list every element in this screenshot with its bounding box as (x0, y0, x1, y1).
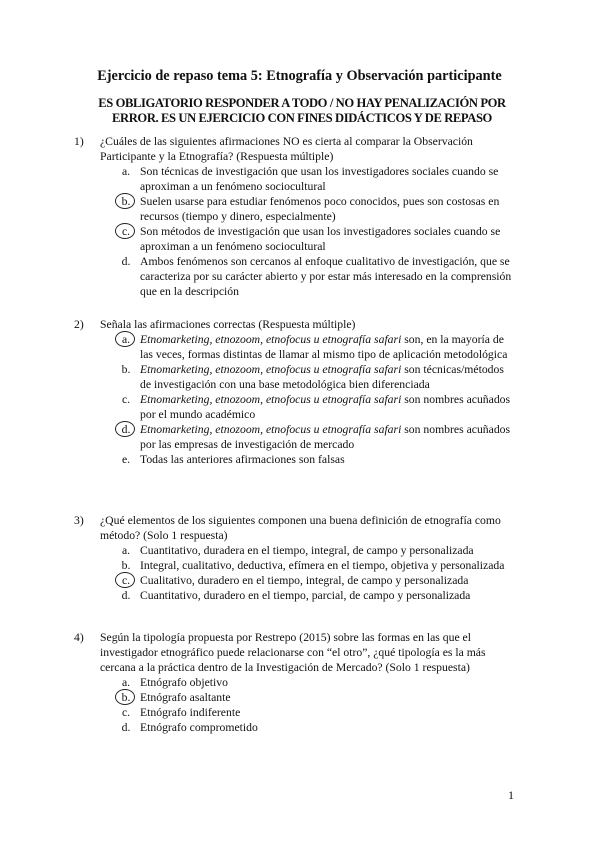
option-c (100, 224, 512, 254)
option-italic-terms: Etnomarketing, etnozoom, etnofocus u etnografía safari (140, 363, 402, 376)
option-d (100, 422, 512, 452)
option-text: Son técnicas de investigación que usan los investigadores sociales cuando se aproximan a un fenómeno sociocultural (140, 165, 499, 193)
option-text (140, 422, 512, 452)
page-number: 1 (508, 788, 514, 802)
option-text-rest: son, en la mayoría de las veces, formas distintas de llamar al mismo tipo de aplicación metodológica (140, 333, 508, 361)
option-text-rest: son técnicas/métodos de investigación con una base metodológica bien diferenciada (140, 363, 504, 391)
option-italic-terms: Etnomarketing, etnozoom, etnofocus u etnografía safari (140, 393, 402, 406)
option-letter: a. (121, 676, 131, 689)
option-text-rest: son nombres acuñados por las empresas de investigación de mercado (140, 423, 511, 451)
option-d (100, 254, 512, 299)
question-number: 1) (74, 135, 84, 148)
question-number: 2) (74, 318, 84, 331)
option-text-rest: son nombres acuñados por el mundo académico (140, 393, 511, 421)
option-text: Cuantitativo, duradera en el tiempo, integral, de campo y personalizada (140, 544, 474, 557)
option-b (100, 558, 512, 573)
page-title: Ejercicio de repaso tema 5: Etnografía y Observación participante (97, 68, 502, 84)
question-text: Señala las afirmaciones correctas (Respuesta múltiple) (100, 318, 356, 331)
option-text: Son métodos de investigación que usan los investigadores sociales cuando se aproximan a un fenómeno sociocultural (140, 225, 501, 253)
option-letter: d. (121, 255, 131, 268)
option-a (100, 164, 512, 194)
option-letter-circled: b. (114, 690, 138, 705)
option-b (100, 194, 512, 224)
option-a (100, 332, 512, 362)
option-letter: e. (121, 453, 131, 466)
option-c (100, 392, 512, 422)
option-italic-terms: Etnomarketing, etnozoom, etnofocus u etnografía safari (140, 423, 402, 436)
question-3 (74, 513, 512, 603)
option-letter: a. (121, 165, 131, 178)
option-text: Etnógrafo objetivo (140, 676, 228, 689)
instructions-line-1: ES OBLIGATORIO RESPONDER A TODO / NO HAY PENALIZACIÓN POR (98, 96, 506, 110)
option-b (100, 362, 512, 392)
option-italic-terms: Etnomarketing, etnozoom, etnofocus u etnografía safari (140, 333, 402, 346)
option-text (140, 332, 512, 362)
option-c (100, 573, 512, 588)
option-letter-circled: b. (114, 194, 138, 209)
option-letter-circled: c. (114, 224, 138, 239)
option-a (100, 543, 512, 558)
option-letter: c. (121, 393, 131, 406)
option-text (140, 392, 512, 422)
option-letter: c. (121, 706, 131, 719)
option-text: Cuantitativo, duradero en el tiempo, parcial, de campo y personalizada (140, 589, 471, 602)
option-letter-circled: d. (114, 422, 138, 437)
option-letter: d. (121, 589, 131, 602)
question-text: ¿Cuáles de las siguientes afirmaciones NO es cierta al comparar la Observación Participante y la Etnografía? (Respuesta múltiple) (100, 135, 473, 163)
option-text: Integral, cualitativo, deductiva, efímera en el tiempo, objetiva y personalizada (140, 559, 505, 572)
option-text: Cualitativo, duradero en el tiempo, integral, de campo y personalizada (140, 574, 469, 587)
option-letter: b. (121, 363, 131, 376)
question-number: 4) (74, 631, 84, 644)
option-b (100, 690, 512, 705)
option-text: Ambos fenómenos son cercanos al enfoque cualitativo de investigación, que se caracteriza por su carácter abierto y por estar más interesado en la comprensión que en la descripción (140, 255, 512, 298)
question-text: Según la tipología propuesta por Restrepo (2015) sobre las formas en las que el investigador etnográfico puede relacionarse con “el otro”, ¿qué tipología es la más cercana a la práctica dentro de la Investigación de Mercado? (Solo 1 respuesta) (100, 631, 486, 674)
question-4 (74, 630, 512, 735)
instructions-heading (60, 96, 544, 126)
option-list (100, 675, 512, 735)
option-letter: d. (121, 721, 131, 734)
option-letter: b. (121, 559, 131, 572)
option-text: Etnógrafo indiferente (140, 706, 241, 719)
question-number: 3) (74, 514, 84, 527)
option-list (100, 543, 512, 603)
option-text: Etnógrafo comprometido (140, 721, 258, 734)
instructions-line-2: ERROR. ES UN EJERCICIO CON FINES DIDÁCTICOS Y DE REPASO (112, 111, 492, 125)
question-2 (74, 317, 512, 467)
option-e (100, 452, 512, 467)
option-d (100, 720, 512, 735)
option-text: Todas las anteriores afirmaciones son falsas (140, 453, 345, 466)
option-c (100, 705, 512, 720)
option-letter-circled: c. (114, 573, 138, 588)
option-list (100, 332, 512, 467)
option-letter: a. (121, 544, 131, 557)
option-text: Suelen usarse para estudiar fenómenos poco conocidos, pues son costosas en recursos (tiempo y dinero, especialmente) (140, 195, 500, 223)
question-1 (74, 134, 512, 299)
question-text: ¿Qué elementos de los siguientes componen una buena definición de etnografía como método? (Solo 1 respuesta) (100, 514, 501, 542)
option-a (100, 675, 512, 690)
option-list (100, 164, 512, 299)
option-text (140, 362, 512, 392)
option-text: Etnógrafo asaltante (140, 691, 231, 704)
option-d (100, 588, 512, 603)
option-letter-circled: a. (114, 332, 138, 347)
